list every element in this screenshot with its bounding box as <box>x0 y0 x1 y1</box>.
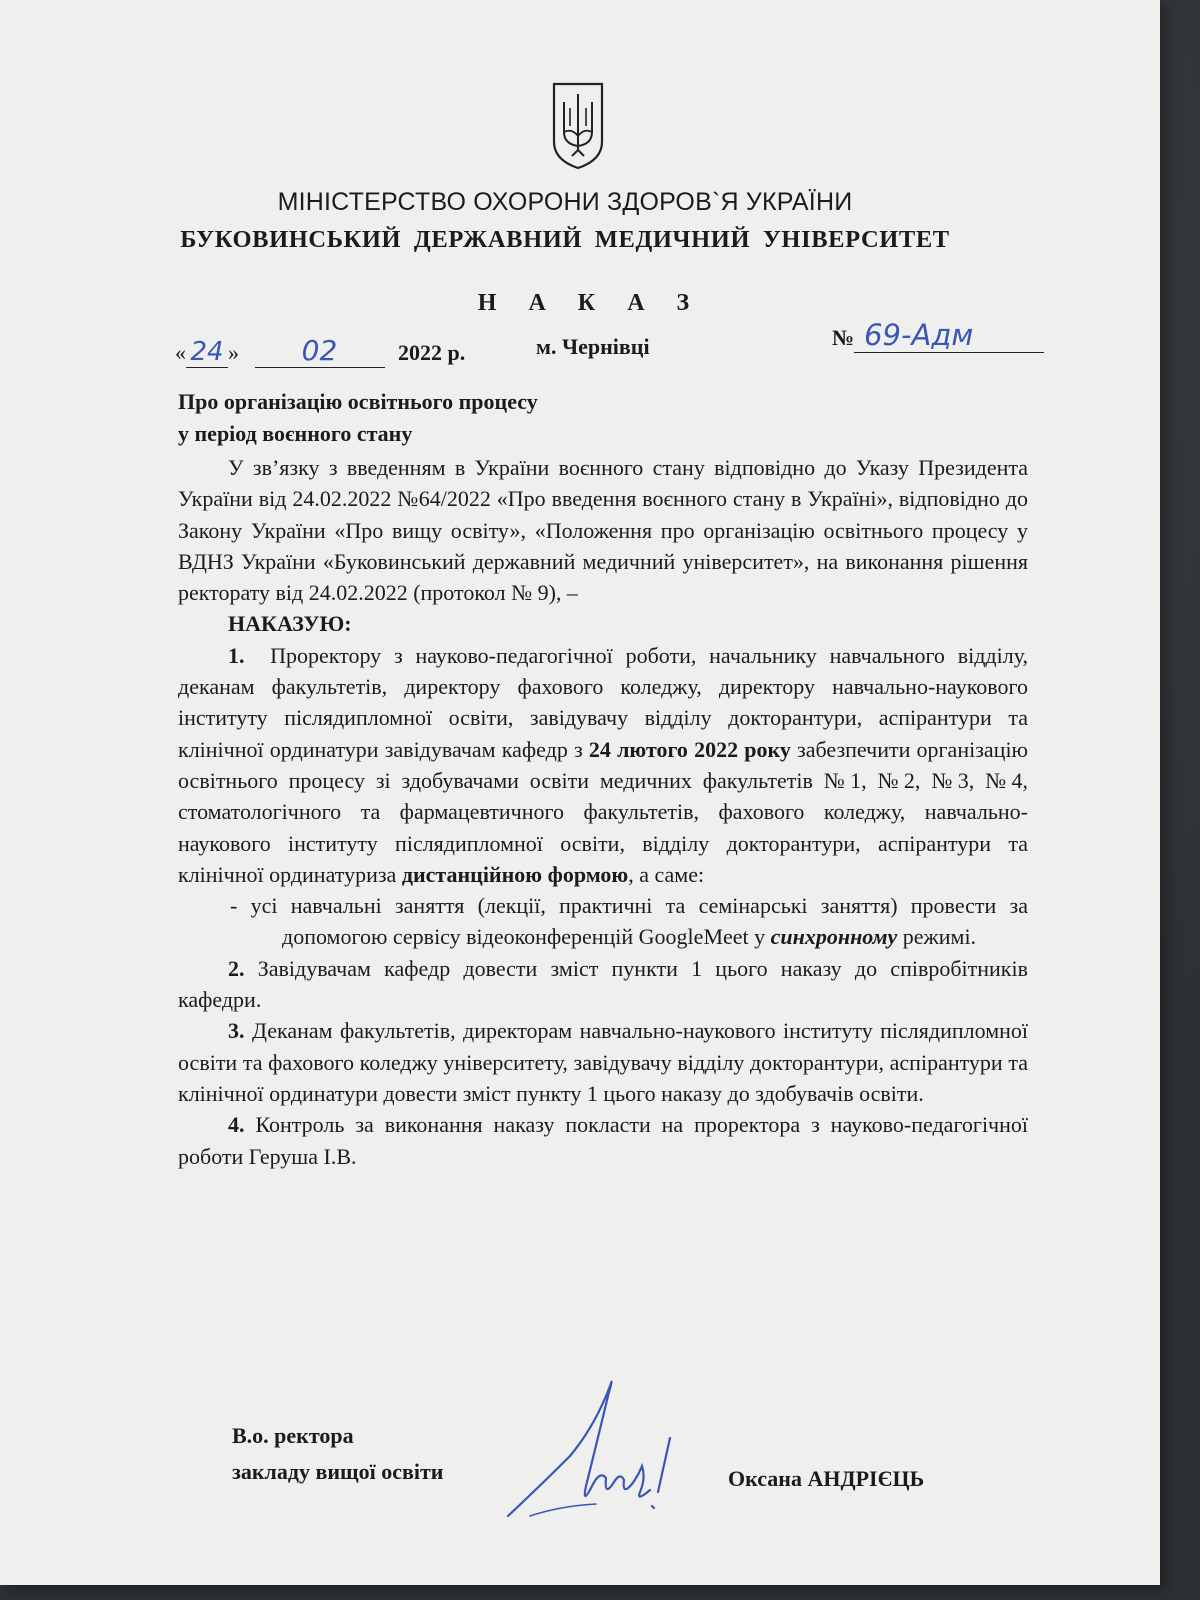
ministry-name: МІНІСТЕРСТВО ОХОРОНИ ЗДОРОВ`Я УКРАЇНИ <box>277 188 853 216</box>
signatory-title-line-2: закладу вищої освіти <box>232 1459 444 1484</box>
subitem-text-b: режимі. <box>897 924 977 950</box>
item-4-text: Контроль за виконання наказу покласти на проректора з науково-педагогічної роботи Геруша І.В. <box>178 1112 1029 1169</box>
item-3-text: Деканам факультетів, директорам навчально-наукового інституту післядипломної освіти та фахового коледжу університету, завідувачу відділу докторантури, аспірантури та клінічної ординатури довести зміст пункту 1 цього наказу до здобувачів освіти. <box>178 1018 1029 1106</box>
date-line <box>175 334 465 368</box>
item-2-number: 2. <box>228 955 245 981</box>
open-quote: « <box>175 340 186 365</box>
preamble: У зв’язку з введенням в України воєнного стану відповідно до Указу Президента України від 24.02.2022 №64/2022 «Про введення воєнного стану в Україні», відповідно до Закону України «Про вищу освіту», «Положення про організацію освітнього процесу у ВДНЗ України «Буковинський державний медичний університет», на виконання рішення ректорату від 24.02.2022 (протокол № 9), – <box>178 455 1028 606</box>
document-type: Н А К А З <box>477 290 703 316</box>
order-number-line <box>832 318 1044 353</box>
item-1-number: 1. <box>228 642 245 668</box>
item-3 <box>178 1015 1028 1109</box>
item-4 <box>178 1109 1028 1172</box>
order-body <box>178 452 1028 1172</box>
order-city: м. Чернівці <box>536 334 650 359</box>
subject-line-2: у період воєнного стану <box>178 421 413 446</box>
subject-line-1: Про організацію освітнього процесу <box>178 389 538 414</box>
number-sign: № <box>832 325 855 350</box>
item-3-number: 3. <box>228 1018 245 1044</box>
item-2-text: Завідувачам кафедр довести зміст пункти 1 цього наказу до співробітників кафедри. <box>178 955 1028 1013</box>
signatory-name: Оксана АНДРІЄЦЬ <box>728 1466 925 1491</box>
order-number: 69-Адм <box>854 318 1044 353</box>
item-4-number: 4. <box>228 1112 245 1138</box>
item-1-date: 24 лютого 2022 року <box>588 736 791 762</box>
signatory-title-line-1: В.о. ректора <box>232 1423 354 1448</box>
order-day: 24 <box>186 337 228 368</box>
order-year: 2022 р. <box>398 340 466 365</box>
subitem-emphasis: синхронному <box>770 924 898 950</box>
order-subject <box>178 386 538 450</box>
item-1-text-a: Проректору з науково-педагогічної роботи, начальнику навчального відділу, деканам факультетів, директору фахового коледжу, директору навчально-наукового інституту післядипломної освіти, завідувачу відділу докторантури, аспірантури та клінічної ординатури завідувачам кафедр з <box>178 642 1029 762</box>
subitem-text-a: - усі навчальні заняття (лекції, практичні та семінарські заняття) провести за допомогою сервісу відеоконференцій GoogleMeet у <box>230 893 1028 950</box>
order-month: 02 <box>255 334 385 368</box>
signatory-title <box>232 1418 443 1490</box>
handwritten-signature <box>500 1366 730 1536</box>
item-2 <box>178 953 1028 1016</box>
order-word: НАКАЗУЮ: <box>228 611 352 637</box>
university-name: БУКОВИНСЬКИЙ ДЕРЖАВНИЙ МЕДИЧНИЙ УНІВЕРСИТЕТ <box>180 226 950 253</box>
close-quote: » <box>228 340 239 365</box>
item-1-text-c: , а саме: <box>628 861 705 887</box>
item-1-subitem <box>230 890 1028 953</box>
item-1-form: дистанційною формою <box>401 861 629 887</box>
item-1 <box>178 640 1028 890</box>
item-1-text-b: забезпечити організацію освітнього процесу зі здобувачами освіти медичних факультетів №1, №2, №3, №4, стоматологічного та фармацевтичного факультетів, фахового коледжу, навчально-наукового інституту післядипломної освіти, відділу докторантури, аспірантури та клінічної ординатуриза <box>178 736 1028 887</box>
coat-of-arms-icon <box>550 80 606 172</box>
